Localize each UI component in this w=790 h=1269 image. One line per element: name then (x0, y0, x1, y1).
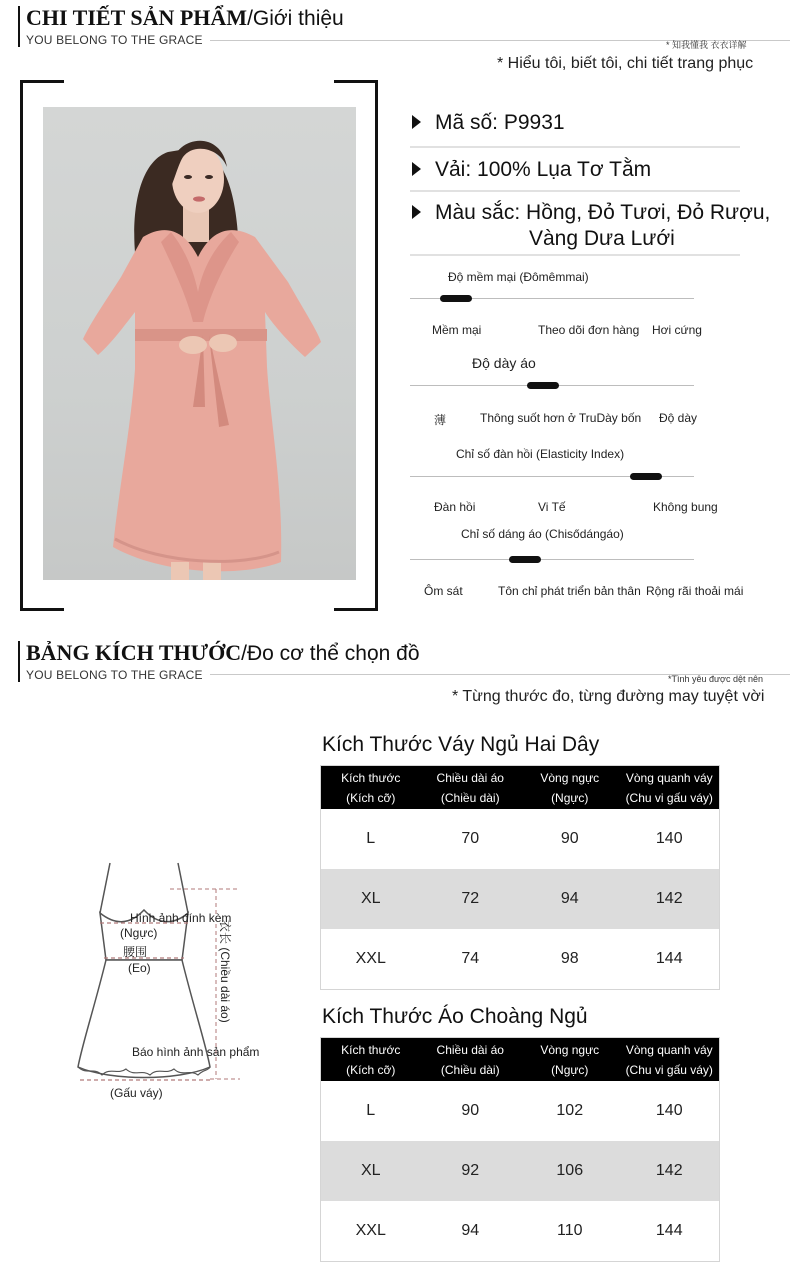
spec-code: Mã số: P9931 (412, 110, 565, 136)
scale-label-mid: Thông suốt hơn ở TruDày bốn (480, 411, 642, 425)
table-header-cell (520, 1038, 620, 1081)
header-line: Kích thước (341, 770, 401, 785)
table-cell: 144 (655, 950, 683, 967)
detail-section-title: CHI TIẾT SẢN PHẨM/Giới thiệu (26, 5, 344, 30)
table-header-cell (421, 766, 521, 809)
diagram-length-label: 衣长 (Chiều dài áo) (218, 920, 232, 1023)
scale-label-left: 薄 (434, 413, 447, 427)
scale-level-marker (509, 556, 541, 563)
header-line: (Chiều dài) (440, 1062, 500, 1077)
table-cell: 70 (461, 830, 480, 847)
table-cell: 94 (560, 890, 579, 907)
header-line: (Ngực) (551, 790, 589, 805)
table-header-cell (620, 1038, 720, 1081)
spec-divider (410, 254, 740, 256)
product-photo (43, 107, 356, 580)
table-row (321, 1141, 719, 1201)
scale-label-mid: Vi Tế (538, 500, 566, 514)
header-line: Vòng quanh váy (625, 770, 713, 785)
scale-label-left: Đàn hồi (434, 500, 476, 514)
header-line: (Ngực) (551, 1062, 589, 1077)
table-row (321, 1081, 719, 1141)
table-cell: 142 (655, 890, 683, 907)
table-header-cell (520, 766, 620, 809)
table-row (321, 809, 719, 869)
table-header-cell (321, 766, 421, 809)
scale-label-left: Ôm sát (424, 584, 463, 598)
header-line: Vòng ngực (540, 770, 600, 785)
table-cell: XXL (355, 1222, 386, 1239)
scale-title: Độ dày áo (472, 355, 536, 371)
spec-divider (410, 190, 740, 192)
scale-label-mid: Tôn chỉ phát triển bản thân (498, 584, 641, 598)
scale-label-left: Mềm mại (432, 323, 482, 337)
header-line: Kích thước (341, 1042, 401, 1057)
table-header-cell (421, 1038, 521, 1081)
triangle-bullet-icon (412, 162, 421, 176)
robe-size-table (320, 1037, 720, 1262)
table-cell: 142 (655, 1162, 683, 1179)
detail-section-subtitle: YOU BELONG TO THE GRACE (26, 33, 203, 47)
scale-level-marker (630, 473, 662, 480)
header-line: (Chu vi gấu váy) (625, 1062, 713, 1077)
scale-level-marker (527, 382, 559, 389)
detail-tagline: * Hiểu tôi, biết tôi, chi tiết trang phục (497, 55, 754, 72)
header-line: (Kích cỡ) (346, 790, 396, 805)
diagram-waist-cn-label: 腰围 (123, 945, 148, 959)
table-cell: 90 (461, 1102, 480, 1119)
table-cell: XL (360, 1162, 381, 1179)
table-cell: L (366, 830, 376, 847)
table-cell: XXL (355, 950, 386, 967)
table-cell: 72 (461, 890, 480, 907)
table-header (321, 766, 719, 809)
table-header-cell (321, 1038, 421, 1081)
spec-divider (410, 146, 740, 148)
table-cell: 98 (560, 950, 579, 967)
scale-title: Chỉ số đàn hồi (Elasticity Index) (456, 447, 625, 461)
scale-title: Chỉ số dáng áo (Chisődángáo) (461, 527, 624, 541)
scale-label-right: Không bung (653, 500, 718, 514)
header-line: Chiều dài áo (436, 1042, 504, 1057)
table-row (321, 1201, 719, 1261)
table-cell: 110 (556, 1222, 583, 1239)
header-line: (Chiều dài) (440, 790, 500, 805)
slip-size-table (320, 765, 720, 990)
header-line: Vòng quanh váy (625, 1042, 713, 1057)
robe-table-title: Kích Thước Áo Choàng Ngủ (322, 1005, 588, 1028)
model-in-robe-illustration (43, 107, 356, 580)
spec-fabric: Vải: 100% Lụa Tơ Tằm (412, 157, 651, 183)
slip-table-title: Kích Thước Váy Ngủ Hai Dây (322, 733, 600, 756)
table-cell: 106 (556, 1162, 584, 1179)
scale-track (410, 559, 694, 560)
table-cell: XL (360, 890, 381, 907)
header-line: Vòng ngực (540, 1042, 600, 1057)
header-line: (Kích cỡ) (346, 1062, 396, 1077)
triangle-bullet-icon (412, 205, 421, 219)
table-row (321, 929, 719, 989)
detail-mini-note: * 知我懂我 衣衣详解 (666, 40, 747, 50)
table-cell: 144 (655, 1222, 683, 1239)
size-mini-note: *Tình yêu được dệt nên (668, 674, 763, 684)
table-cell: 140 (655, 830, 683, 847)
diagram-waist-label: (Eo) (128, 961, 151, 975)
spec-color-line2: Vàng Dưa Lưới (529, 227, 675, 250)
scale-label-right: Độ dày (659, 411, 698, 425)
scale-label-right: Rộng rãi thoải mái (646, 584, 744, 598)
diagram-bust-top-label: Hình ảnh đính kèm (130, 911, 232, 925)
triangle-bullet-icon (412, 115, 421, 129)
size-section-subtitle: YOU BELONG TO THE GRACE (26, 668, 203, 682)
spec-color-line1: Màu sắc: Hồng, Đỏ Tươi, Đỏ Rượu, (435, 201, 771, 224)
diagram-hem-label: (Gấu váy) (110, 1086, 163, 1100)
diagram-bust-label: (Ngực) (120, 926, 158, 940)
table-cell: L (366, 1102, 376, 1119)
spec-color (412, 200, 770, 252)
table-header-cell (620, 766, 720, 809)
table-cell: 90 (560, 830, 579, 847)
table-cell: 94 (461, 1222, 480, 1239)
header-line: Chiều dài áo (436, 770, 504, 785)
scale-label-right: Hơi cứng (652, 323, 702, 337)
size-section-title: BẢNG KÍCH THƯỚC/Đo cơ thể chọn đồ (26, 640, 420, 665)
scale-title: Độ mềm mại (Đômêmmai) (448, 270, 589, 284)
diagram-hem-note-label: Báo hình ảnh sản phẩm (132, 1045, 260, 1059)
size-section-header (18, 641, 420, 682)
size-tagline: * Từng thước đo, từng đường may tuyệt vời (452, 688, 765, 705)
table-cell: 74 (461, 950, 480, 967)
header-line: (Chu vi gấu váy) (625, 790, 713, 805)
table-row (321, 869, 719, 929)
scale-level-marker (440, 295, 472, 302)
table-cell: 92 (461, 1162, 480, 1179)
table-header (321, 1038, 719, 1081)
scale-label-mid: Theo dõi đơn hàng (538, 323, 640, 337)
table-cell: 140 (655, 1102, 683, 1119)
table-cell: 102 (556, 1102, 584, 1119)
